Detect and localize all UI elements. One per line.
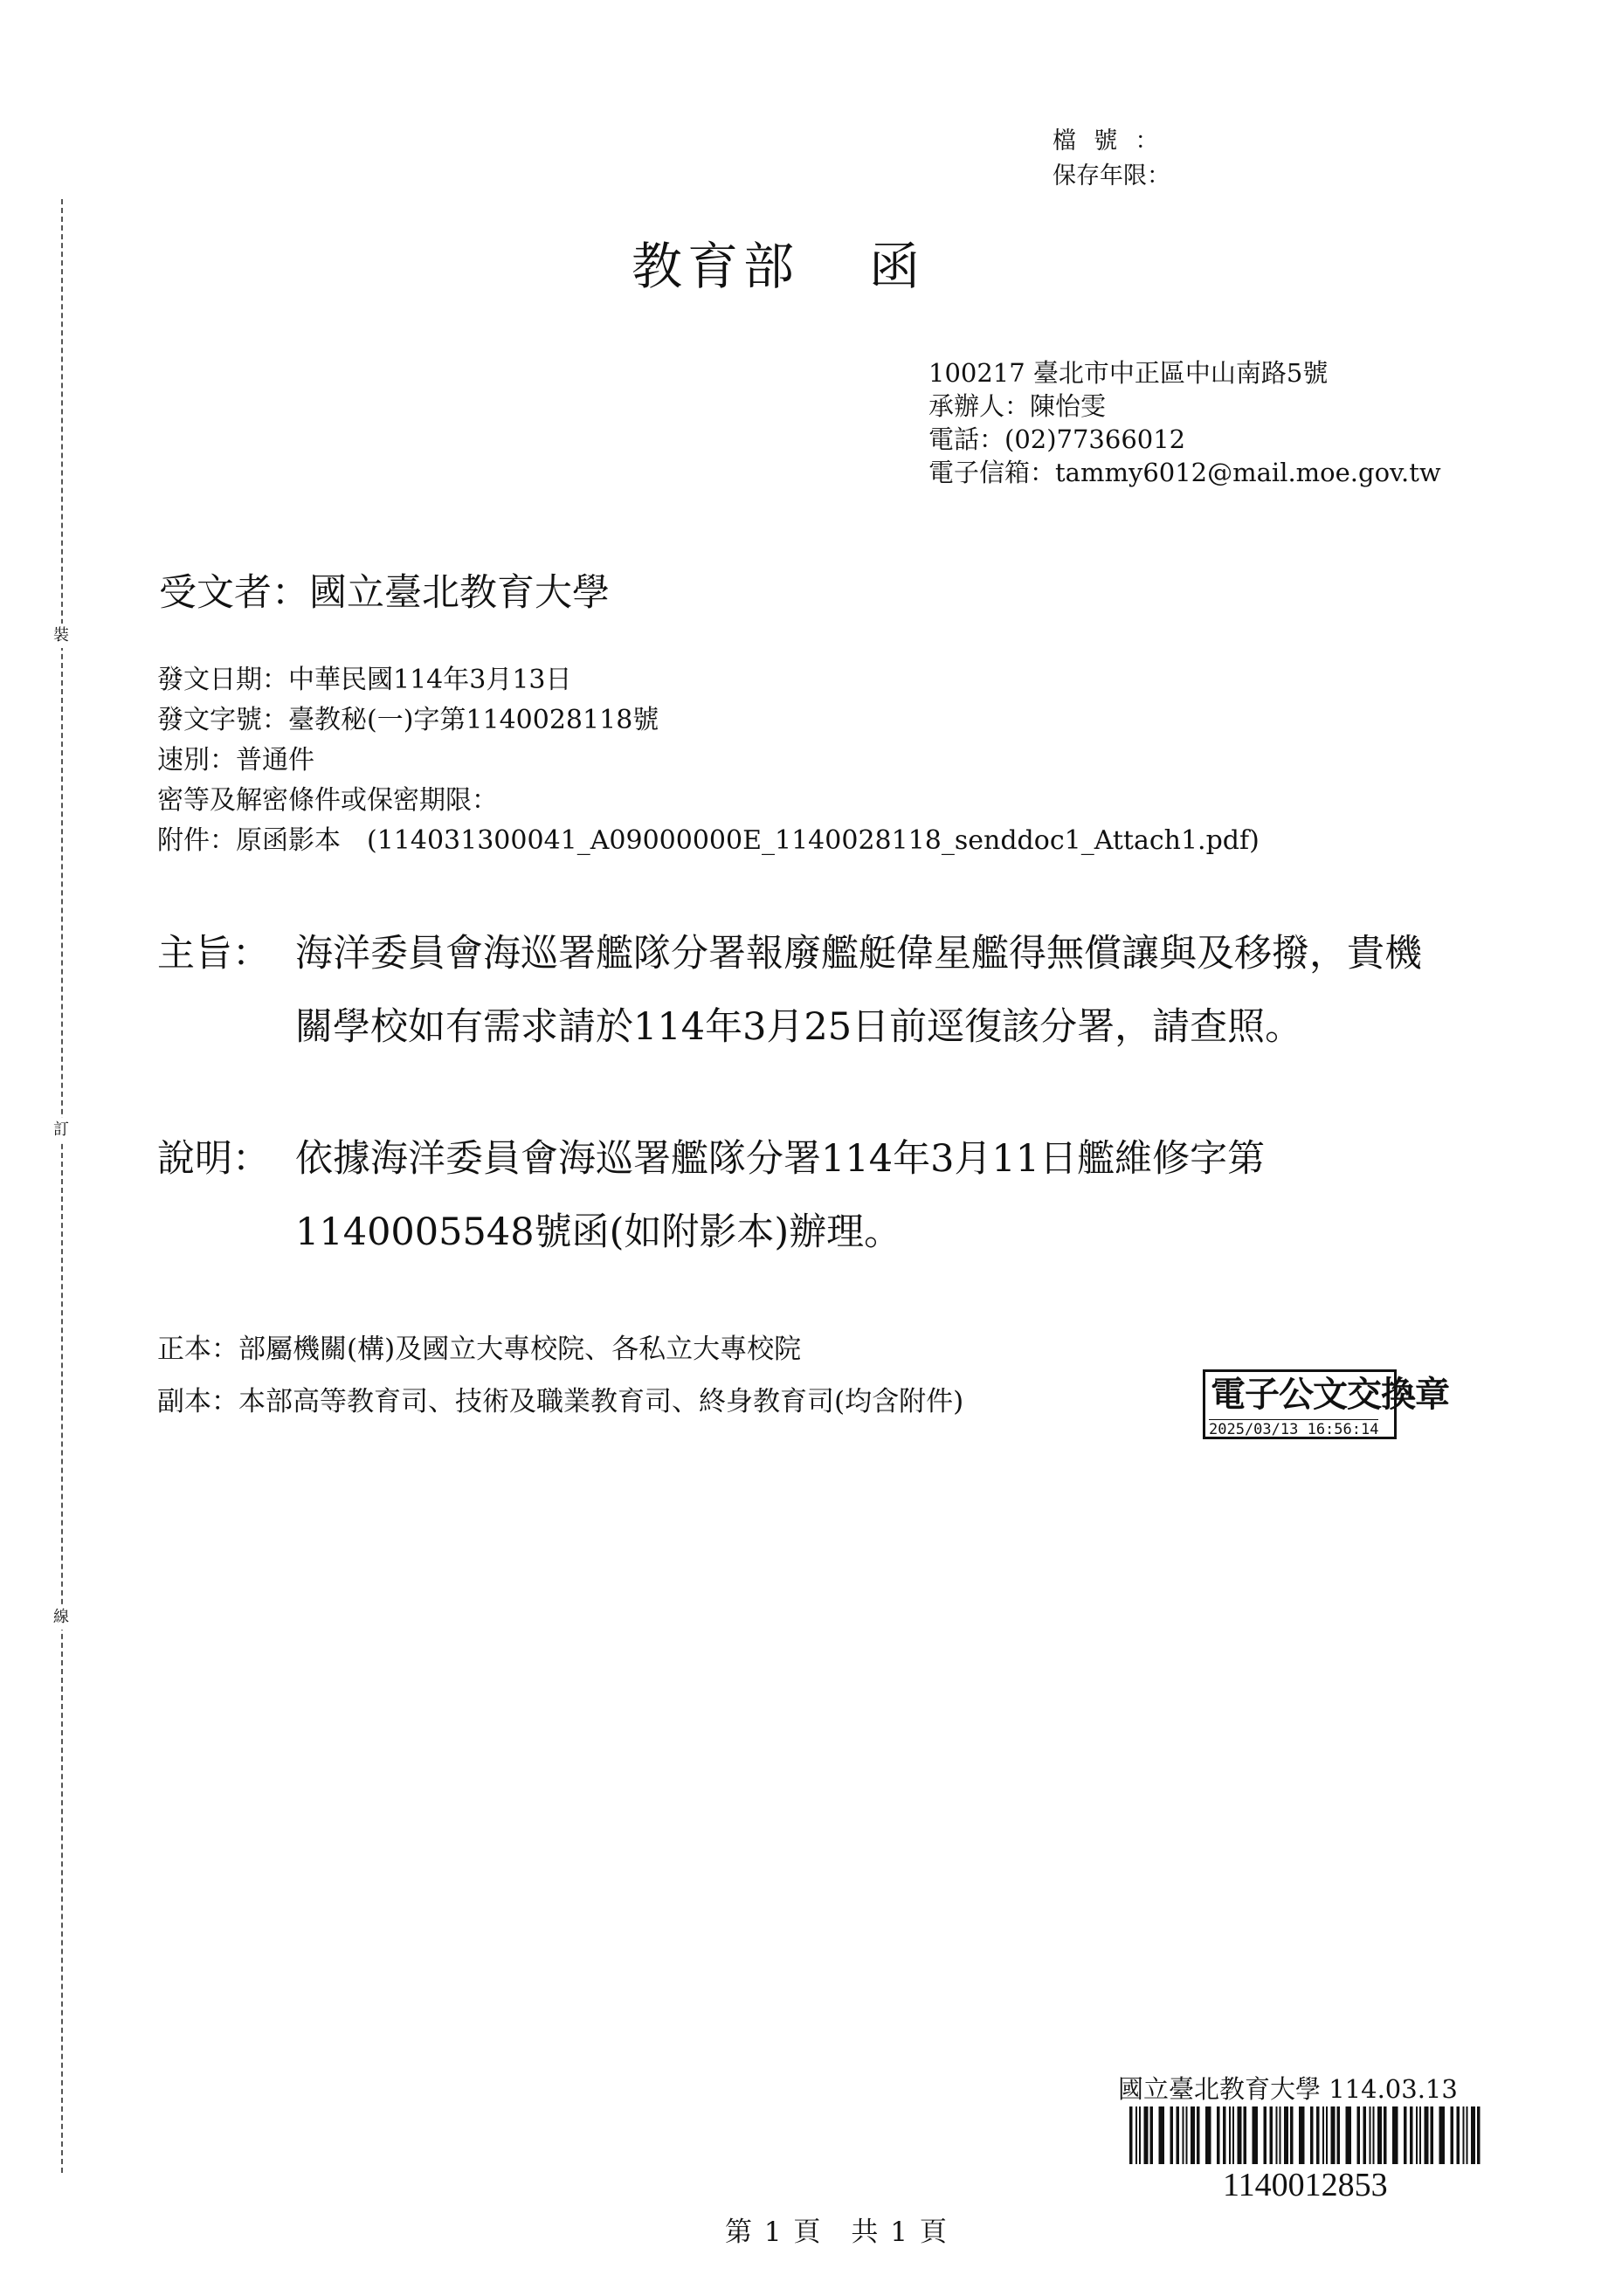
- distribution-list: [157, 1323, 963, 1428]
- contact-phone: 電話：(02)77366012: [928, 424, 1186, 454]
- subject-label: 主旨：: [157, 932, 270, 976]
- retention-period-label: 保存年限：: [1053, 162, 1170, 190]
- copy-recipients: 副本：本部高等教育司、技術及職業教育司、終身教育司(均含附件): [157, 1386, 964, 1417]
- binding-dashed-line: [61, 199, 63, 2173]
- stamp-title: 電子公文交換章: [1211, 1375, 1449, 1415]
- case-officer: 承辦人：陳怡雯: [928, 391, 1107, 421]
- agency-address: 100217 臺北市中正區中山南路5號: [928, 358, 1329, 388]
- document-title: [632, 225, 925, 299]
- document-type: 函: [869, 237, 926, 296]
- binding-mark-zhuang: 裝: [49, 624, 73, 648]
- binding-mark-ding: 訂: [49, 1118, 73, 1142]
- receipt-label: 國立臺北教育大學 114.03.13: [1118, 2074, 1458, 2104]
- recipient: 受文者：國立臺北教育大學: [159, 571, 610, 615]
- subject-text: 海洋委員會海巡署艦隊分署報廢艦艇偉星艦得無償讓與及移撥，貴機關學校如有需求請於114年3月25日前逕復該分署，請查照。: [295, 932, 1422, 1049]
- barcode-image: [1129, 2106, 1484, 2164]
- barcode-number: 1140012853: [1223, 2167, 1388, 2203]
- original-recipients: 正本：部屬機關(構)及國立大專校院、各私立大專校院: [157, 1334, 802, 1365]
- contact-email: 電子信箱：tammy6012@mail.moe.gov.tw: [928, 458, 1441, 487]
- dispatch-date: 發文日期：中華民國114年3月13日: [157, 665, 572, 695]
- dispatch-number: 發文字號：臺教秘(一)字第1140028118號: [157, 705, 659, 735]
- binding-mark-xian: 線: [49, 1605, 73, 1630]
- page-number: 第 1 頁 共 1 頁: [725, 2217, 949, 2248]
- attachment[interactable]: 附件：原函影本 (114031300041_A09000000E_1140028118_senddoc1_Attach1.pdf): [157, 825, 1260, 856]
- archive-info: [1053, 124, 1177, 194]
- agency-name: 教育部: [632, 237, 800, 296]
- explanation-label: 說明：: [157, 1137, 270, 1181]
- file-number-label: 檔號：: [1053, 128, 1177, 155]
- delivery-speed: 速別：普通件: [157, 745, 314, 776]
- explanation-section: [157, 1122, 1467, 1269]
- contact-block: [928, 356, 1441, 489]
- secrecy-level: 密等及解密條件或保密期限：: [157, 785, 498, 816]
- stamp-timestamp: 2025/03/13 16:56:14: [1209, 1421, 1379, 1438]
- explanation-text: 依據海洋委員會海巡署艦隊分署114年3月11日艦維修字第1140005548號函(如附影本)辦理。: [295, 1137, 1266, 1254]
- exchange-stamp: [1203, 1369, 1449, 1439]
- subject-section: [157, 917, 1467, 1064]
- dispatch-meta: [157, 660, 1260, 861]
